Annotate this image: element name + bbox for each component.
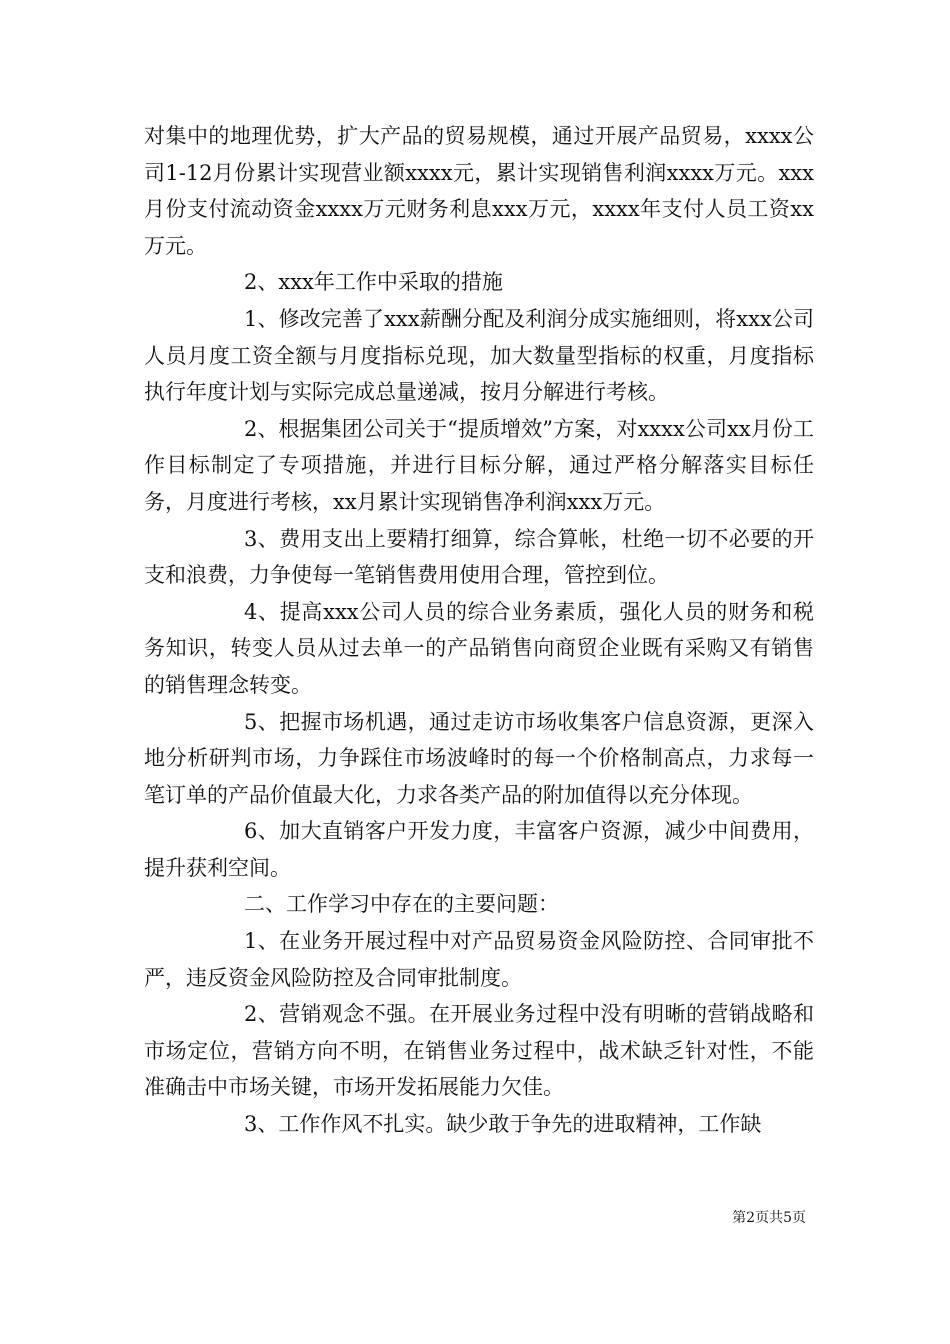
page-number: 第2页共5页 (732, 1210, 806, 1226)
paragraph-measure-3: 3、费用支出上要精打细算，综合算帐，杜绝一切不必要的开支和浪费，力争使每一笔销售费用使用合理，管控到位。 (144, 526, 814, 588)
paragraph-measure-6: 6、加大直销客户开发力度，丰富客户资源，减少中间费用，提升获利空间。 (144, 819, 814, 880)
paragraph-problem-2: 2、营销观念不强。在开展业务过程中没有明晰的营销战略和市场定位，营销方向不明，在销售业务过程中，战术缺乏针对性，不能准确击中市场关键，市场开发拓展能力欠佳。 (144, 1002, 814, 1100)
paragraph-measure-5: 5、把握市场机遇，通过走访市场收集客户信息资源，更深入地分析研判市场，力争踩住市场波峰时的每一个价格制高点，力求每一笔订单的产品价值最大化，力求各类产品的附加值得以充分体现。 (144, 709, 814, 807)
paragraph-1: 对集中的地理优势，扩大产品的贸易规模，通过开展产品贸易，xxxx公司1-12月份累计实现营业额xxxx元，累计实现销售利润xxxx万元。xxx月份支付流动资金xxxx万元财务利息xxx万元，xxxx年支付人员工资xx万元。 (144, 124, 814, 258)
section-heading-problems: 二、工作学习中存在的主要问题： (244, 892, 559, 917)
document-body (144, 118, 814, 1143)
section-heading-measures: 2、xxx年工作中采取的措施 (244, 270, 503, 295)
paragraph-problem-3: 3、工作作风不扎实。缺少敢于争先的进取精神，工作缺 (244, 1112, 762, 1137)
paragraph-measure-4: 4、提高xxx公司人员的综合业务素质，强化人员的财务和税务知识，转变人员从过去单一的产品销售向商贸企业既有采购又有销售的销售理念转变。 (144, 599, 814, 697)
paragraph-measure-2: 2、根据集团公司关于“提质增效”方案，对xxxx公司xx月份工作目标制定了专项措施，并进行目标分解，通过严格分解落实目标任务，月度进行考核，xx月累计实现销售净利润xxx万元。 (144, 416, 814, 514)
paragraph-problem-1: 1、在业务开展过程中对产品贸易资金风险防控、合同审批不严，违反资金风险防控及合同审批制度。 (144, 929, 814, 990)
paragraph-measure-1: 1、修改完善了xxx薪酬分配及利润分成实施细则，将xxx公司人员月度工资全额与月度指标兑现，加大数量型指标的权重，月度指标执行年度计划与实际完成总量递减，按月分解进行考核。 (144, 306, 814, 405)
